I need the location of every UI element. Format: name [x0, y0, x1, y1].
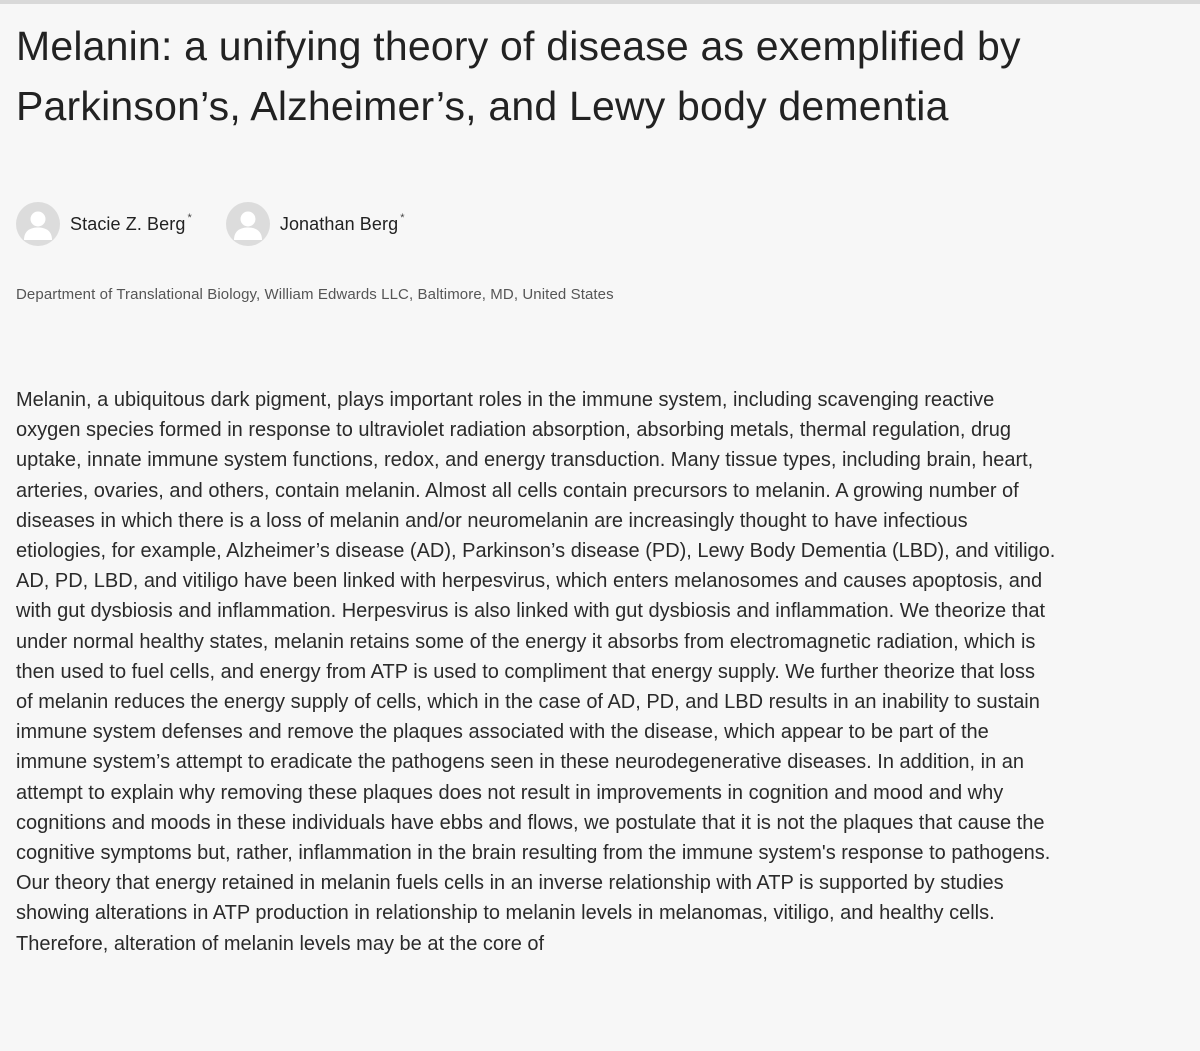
abstract-text: Melanin, a ubiquitous dark pigment, plays important roles in the immune system, including scavenging reactive oxygen species formed in response to ultraviolet radiation absorption, absorbing metals, thermal regulation, drug uptake, innate immune system functions, redox, and energy transduction. Many tissue types, including brain, heart, arteries, ovaries, and others, contain melanin. Almost all cells contain precursors to melanin. A growing number of diseases in which there is a loss of melanin and/or neuromelanin are increasingly thought to have infectious etiologies, for example, Alzheimer’s disease (AD), Parkinson’s disease (PD), Lewy Body Dementia (LBD), and vitiligo. AD, PD, LBD, and vitiligo have been linked with herpesvirus, which enters melanosomes and causes apoptosis, and with gut dysbiosis and inflammation. Herpesvirus is also linked with gut dysbiosis and inflammation. We theorize that under normal healthy states, melanin retains some of the energy it absorbs from electromagnetic radiation, which is then used to fuel cells, and energy from ATP is used to compliment that energy supply. We further theorize that loss of melanin reduces the energy supply of cells, which in the case of AD, PD, and LBD results in an inability to sustain immune system defenses and remove the plaques associated with the disease, which appear to be part of the immune system’s attempt to eradicate the pathogens seen in these neurodegenerative diseases. In addition, in an attempt to explain why removing these plaques does not result in improvements in cognition and mood and why cognitions and moods in these individuals have ebbs and flows, we postulate that it is not the plaques that cause the cognitive symptoms but, rather, inflammation in the brain resulting from the immune system's response to pathogens. Our theory that energy retained in melanin fuels cells in an inverse relationship with ATP is supported by studies showing alterations in ATP production in relationship to melanin levels in melanomas, vitiligo, and healthy cells. Therefore, alteration of melanin levels may be at the core of	[16, 389, 1056, 955]
author-list	[16, 202, 1076, 246]
avatar	[226, 202, 270, 246]
author-marker: *	[400, 211, 405, 224]
author-item[interactable]	[16, 202, 192, 246]
author-marker: *	[187, 211, 192, 224]
article	[16, 16, 1076, 959]
author-name[interactable]: Jonathan Berg *	[279, 211, 405, 234]
article-title: Melanin: a unifying theory of disease as exemplified by Parkinson’s, Alzheimer’s, and Lewy body dementia	[16, 23, 1021, 129]
top-divider	[0, 0, 1200, 4]
person-silhouette-icon	[226, 202, 270, 246]
author-name[interactable]: Stacie Z. Berg *	[70, 211, 192, 234]
person-silhouette-icon	[16, 202, 60, 246]
avatar	[16, 202, 60, 246]
author-item[interactable]	[226, 202, 405, 246]
affiliation: Department of Translational Biology, William Edwards LLC, Baltimore, MD, United States	[16, 286, 614, 303]
